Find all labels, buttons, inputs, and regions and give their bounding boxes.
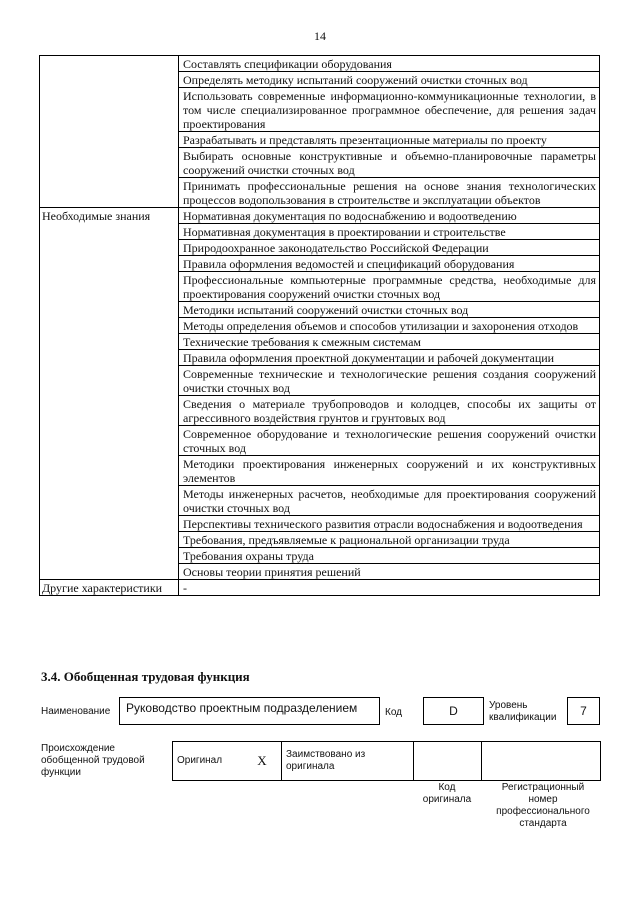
code-caption xyxy=(413,782,481,806)
original-code-cell xyxy=(414,742,482,781)
code-label: Код xyxy=(385,707,403,718)
table-cell: Правила оформления ведомостей и спецификаций оборудования xyxy=(179,256,600,272)
table-cell: Современные технические и технологические решения создания сооружений очистки сточных вод xyxy=(179,366,600,396)
table-cell: Требования охраны труда xyxy=(179,548,600,564)
table-cell: Основы теории принятия решений xyxy=(179,564,600,580)
qualification-level-field: 7 xyxy=(567,697,600,725)
table-cell: Использовать современные информационно-коммуникационные технологии, в том числе специализированное программное обеспечение, для решения задач проектирования xyxy=(179,88,600,132)
registration-caption xyxy=(484,782,602,830)
other-characteristics-label: Другие характеристики xyxy=(40,580,179,596)
table-cell: Разрабатывать и представлять презентационные материалы по проекту xyxy=(179,132,600,148)
section-title: 3.4. Обобщенная трудовая функция xyxy=(41,669,250,684)
borrowed-label-line-2: оригинала xyxy=(286,761,335,772)
knowledge-row xyxy=(40,208,600,224)
table-cell: Требования, предъявляемые к рациональной организации труда xyxy=(179,532,600,548)
borrowed-label-line-1: Заимствовано из xyxy=(286,749,366,760)
reg-caption-line-2: номер xyxy=(528,794,558,805)
code-field: D xyxy=(423,697,484,725)
table-cell: Нормативная документация в проектировании и строительстве xyxy=(179,224,600,240)
table-cell: Принимать профессиональные решения на основе знания технологических процессов водопользования в строительстве и эксплуатации объектов xyxy=(179,178,600,208)
table-cell: Природоохранное законодательство Российской Федерации xyxy=(179,240,600,256)
skills-row xyxy=(40,56,600,72)
table-cell: Технические требования к смежным системам xyxy=(179,334,600,350)
table-cell: Сведения о материале трубопроводов и колодцев, способы их защиты от агрессивного воздействия грунтов и грунтовых вод xyxy=(179,396,600,426)
code-caption-line-2: оригинала xyxy=(422,794,472,805)
table-cell: Современное оборудование и технологические решения сооружений очистки сточных вод xyxy=(179,426,600,456)
table-cell: Профессиональные компьютерные программные средства, необходимые для проектирования сооружений очистки сточных вод xyxy=(179,272,600,302)
table-cell: Правила оформления проектной документации и рабочей документации xyxy=(179,350,600,366)
origin-label xyxy=(41,743,145,779)
original-label: Оригинал xyxy=(173,742,244,781)
function-name-field: Руководство проектным подразделением xyxy=(119,697,380,725)
table-cell: Нормативная документация по водоснабжению и водоотведению xyxy=(179,208,600,224)
row-label: Необходимые знания xyxy=(40,208,179,580)
origin-label-line-1: Происхождение xyxy=(41,743,115,754)
table-cell: Составлять спецификации оборудования xyxy=(179,56,600,72)
table-cell: Выбирать основные конструктивные и объемно-планировочные параметры сооружений очистки сточных вод xyxy=(179,148,600,178)
other-characteristics-row xyxy=(40,580,600,596)
table-cell: Определять методику испытаний сооружений очистки сточных вод xyxy=(179,72,600,88)
skills-knowledge-table xyxy=(39,55,600,596)
row-label xyxy=(40,56,179,208)
table-cell: Методы определения объемов и способов утилизации и захоронения отходов xyxy=(179,318,600,334)
reg-caption-line-3: профессионального xyxy=(496,806,590,817)
level-label-line-1: Уровень xyxy=(489,700,528,711)
table-cell: Методы инженерных расчетов, необходимые для проектирования сооружений очистки сточных вод xyxy=(179,486,600,516)
page-number: 14 xyxy=(314,29,326,43)
origin-table xyxy=(172,741,601,781)
level-label xyxy=(489,700,556,724)
origin-label-line-2: обобщенной трудовой xyxy=(41,755,145,766)
name-label: Наименование xyxy=(41,706,111,717)
registration-number-cell xyxy=(482,742,601,781)
level-label-line-2: квалификации xyxy=(489,712,557,723)
borrowed-label xyxy=(282,742,414,781)
code-caption-line-1: Код xyxy=(438,782,456,793)
table-cell: Методики проектирования инженерных сооружений и их конструктивных элементов xyxy=(179,456,600,486)
table-cell: Методики испытаний сооружений очистки сточных вод xyxy=(179,302,600,318)
original-mark: X xyxy=(243,742,282,781)
reg-caption-line-4: стандарта xyxy=(519,818,567,829)
reg-caption-line-1: Регистрационный xyxy=(501,782,585,793)
other-characteristics-value: - xyxy=(179,580,600,596)
table-cell: Перспективы технического развития отрасли водоснабжения и водоотведения xyxy=(179,516,600,532)
origin-label-line-3: функции xyxy=(41,767,81,778)
